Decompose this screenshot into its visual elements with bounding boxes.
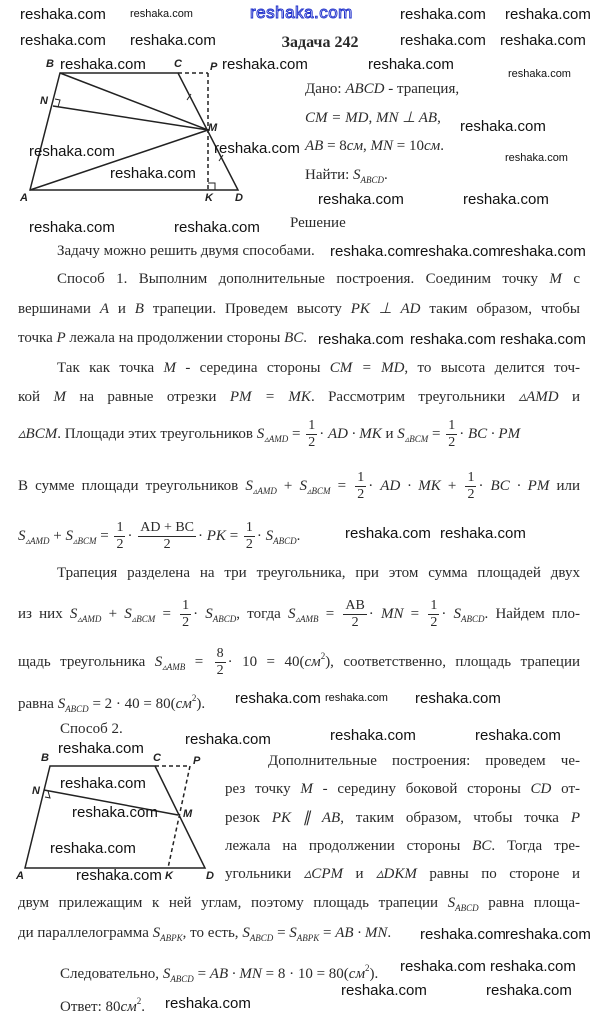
math: B xyxy=(134,301,144,317)
text: . xyxy=(303,330,307,346)
denominator: 2 xyxy=(216,663,224,678)
text: · xyxy=(459,425,469,442)
text: таким образом, чтобы xyxy=(420,301,581,317)
denominator: 2 xyxy=(357,487,365,502)
fraction xyxy=(428,598,439,631)
text-line xyxy=(18,520,300,553)
text: вершинами xyxy=(18,301,100,317)
math: AD · MK xyxy=(328,425,382,442)
math: ▵CPM xyxy=(303,866,343,882)
watermark: reshaka.com xyxy=(400,32,486,49)
text: - трапеция, xyxy=(384,81,460,97)
watermark: reshaka.com xyxy=(72,804,158,821)
text: , xyxy=(363,138,371,154)
watermark: reshaka.com xyxy=(460,118,546,135)
text: . Тогда тре- xyxy=(491,838,580,854)
watermark: reshaka.com xyxy=(345,525,431,542)
label-B: B xyxy=(41,752,49,764)
text: = xyxy=(193,966,210,982)
math: PK ⊥ AD xyxy=(350,301,421,317)
math: PK xyxy=(206,527,226,544)
math: AB · MN xyxy=(335,925,388,941)
text: равны по стороне и xyxy=(416,866,580,882)
text: резок xyxy=(225,810,272,826)
area-symbol: $S_{ABCD}$ xyxy=(447,895,479,913)
text: + xyxy=(440,477,464,494)
subscript: ▵BCM xyxy=(72,535,97,546)
text-line xyxy=(57,270,580,288)
text: = 2 · 40 = 80( xyxy=(88,696,176,712)
text: · xyxy=(127,527,137,544)
label-K: K xyxy=(205,192,213,204)
label-N: N xyxy=(32,785,40,797)
text: В сумме площади треугольников xyxy=(18,477,246,494)
watermark: reshaka.com xyxy=(508,68,571,80)
numerator: 1 xyxy=(245,520,253,535)
text: · xyxy=(198,527,207,544)
text-line xyxy=(57,242,315,260)
math: AB xyxy=(305,138,324,154)
watermark: reshaka.com xyxy=(505,152,568,164)
text: . xyxy=(387,925,392,941)
text-line xyxy=(57,564,580,582)
text: . xyxy=(141,999,145,1015)
math: PM = MK xyxy=(229,389,311,405)
area-symbol: $S_{▵BCM}$ xyxy=(299,477,331,496)
denominator: 2 xyxy=(430,615,438,630)
watermark: reshaka.com xyxy=(505,926,591,943)
denominator: 2 xyxy=(308,435,316,450)
area-symbol: $S_{▵AMD}$ xyxy=(69,605,102,624)
watermark: reshaka.com xyxy=(130,32,216,49)
text: , тогда xyxy=(236,605,288,622)
math: BC xyxy=(472,838,492,854)
watermark: reshaka.com xyxy=(20,6,106,23)
subscript: ▵AMD xyxy=(252,485,277,496)
label-A: A xyxy=(20,192,28,204)
numerator: 1 xyxy=(308,418,316,433)
text: = xyxy=(225,527,242,544)
math: P xyxy=(56,330,66,346)
math: см xyxy=(348,966,366,982)
watermark: reshaka.com xyxy=(420,926,506,943)
text: + xyxy=(49,527,66,544)
math: ▵AMD xyxy=(518,389,559,405)
watermark: reshaka.com xyxy=(214,140,300,157)
fraction xyxy=(215,646,226,679)
find-line xyxy=(305,166,388,189)
watermark: reshaka.com xyxy=(330,243,416,260)
watermark: reshaka.com xyxy=(60,775,146,792)
text: или xyxy=(549,477,580,494)
text: · xyxy=(193,605,206,622)
superscript: 2 xyxy=(320,650,326,661)
numerator: AB xyxy=(345,598,365,613)
area-symbol: $S_{▵AMB}$ xyxy=(287,605,319,624)
fraction xyxy=(355,470,366,503)
text: = xyxy=(319,925,336,941)
text: щадь треугольника xyxy=(18,653,155,670)
subscript: ABCD xyxy=(455,903,479,913)
text: . xyxy=(296,527,301,544)
solution-heading: Решение xyxy=(290,215,346,231)
text: рез точку xyxy=(225,781,301,797)
math: см xyxy=(346,138,364,154)
denominator: 2 xyxy=(116,537,124,552)
text: и xyxy=(558,389,581,405)
label-C: C xyxy=(174,58,182,70)
fraction xyxy=(343,598,366,631)
subscript: ABCD xyxy=(360,175,385,185)
math: см xyxy=(304,653,321,670)
text: - середина стороны xyxy=(176,360,330,376)
text: Трапеция разделена на три треугольника, при этом сумма площадей двух xyxy=(57,565,580,581)
subscript: ▵AMD xyxy=(25,535,50,546)
subscript: ▵AMB xyxy=(162,661,186,672)
text: ), соответственно, площадь трапеции xyxy=(325,653,581,670)
text: ). xyxy=(196,696,206,712)
label-P: P xyxy=(210,61,218,73)
text: Так как точка xyxy=(57,360,164,376)
denominator: 2 xyxy=(467,487,475,502)
math: см xyxy=(424,138,441,154)
watermark: reshaka.com xyxy=(235,690,321,707)
subscript: ABCD xyxy=(249,933,274,943)
text: от- xyxy=(551,781,580,797)
text: , то есть, xyxy=(182,925,243,941)
numerator: 1 xyxy=(116,520,124,535)
text-line xyxy=(225,865,580,883)
math: ABCD xyxy=(345,81,385,97)
label-M: M xyxy=(183,808,193,820)
text: двум прилежащим к ней углам, поэтому площадь трапеции xyxy=(18,895,448,911)
numerator: 1 xyxy=(448,418,456,433)
subscript: ABCD xyxy=(170,974,194,984)
numerator: 8 xyxy=(216,646,224,661)
math: PK ∥ AB xyxy=(271,810,341,826)
text: . Найдем пло- xyxy=(484,605,580,622)
watermark: reshaka.com xyxy=(415,243,501,260)
label-D: D xyxy=(206,870,214,882)
math: ▵DKM xyxy=(376,866,417,882)
subscript: ABPK xyxy=(160,933,183,943)
watermark: reshaka.com xyxy=(29,143,115,160)
math: MN ⊥ AB xyxy=(375,110,438,126)
text: · xyxy=(319,425,328,442)
watermark: reshaka.com xyxy=(110,165,196,182)
area-symbol: $S_{▵BCM}$ xyxy=(124,605,156,624)
subscript: ABCD xyxy=(212,613,237,624)
watermark: reshaka.com xyxy=(440,525,526,542)
label-C: C xyxy=(153,752,161,764)
subscript: ABCD xyxy=(273,535,297,546)
text-line xyxy=(18,470,580,503)
text-line xyxy=(225,780,580,798)
area-symbol: $S_{ABCD}$ xyxy=(205,605,237,624)
watermark: reshaka.com xyxy=(318,191,404,208)
area-symbol: $S_{ABCD}$ xyxy=(162,966,194,984)
text: кой xyxy=(18,389,54,405)
watermark: reshaka.com xyxy=(475,727,561,744)
subscript: ABCD xyxy=(65,704,89,714)
text: Следовательно, xyxy=(60,966,163,982)
area-symbol: $S_{ABCD}$ xyxy=(453,605,485,624)
text: · xyxy=(368,605,381,622)
text: · xyxy=(256,527,266,544)
watermark: reshaka.com xyxy=(165,995,251,1012)
subscript: ▵AMD xyxy=(77,613,102,624)
text-line xyxy=(18,924,391,947)
watermark: reshaka.com xyxy=(486,982,572,999)
math: M xyxy=(300,781,313,797)
subscript: ▵AMB xyxy=(295,613,319,624)
text: · xyxy=(478,477,491,494)
math: CD xyxy=(530,781,552,797)
watermark: reshaka.com xyxy=(500,243,586,260)
area-symbol: $S_{ABPK}$ xyxy=(289,925,320,943)
text-line xyxy=(18,646,580,679)
denominator: 2 xyxy=(163,537,171,552)
area-symbol: $S_{ABCD}$ xyxy=(265,527,297,546)
text: = 8 xyxy=(323,138,347,154)
math: M xyxy=(163,360,176,376)
watermark: reshaka.com xyxy=(50,840,136,857)
math: M xyxy=(549,271,562,287)
text: угольники xyxy=(225,866,304,882)
math: AB · MN xyxy=(209,966,262,982)
subscript: ABPK xyxy=(296,933,320,943)
area-symbol: $S_{ABCD}$ xyxy=(57,696,89,714)
text: = 8 · 10 = 80( xyxy=(261,966,349,982)
numerator: 1 xyxy=(357,470,365,485)
text: и xyxy=(109,301,135,317)
math: BC xyxy=(284,330,304,346)
text: равна xyxy=(18,696,58,712)
text-line xyxy=(18,894,580,917)
watermark: reshaka.com xyxy=(185,731,271,748)
superscript: 2 xyxy=(191,693,197,703)
watermark: reshaka.com xyxy=(368,56,454,73)
label-N: N xyxy=(40,95,48,107)
text: с xyxy=(561,271,580,287)
fraction xyxy=(138,520,196,553)
text: трапеции. Проведем высоту xyxy=(143,301,351,317)
math: см xyxy=(175,696,192,712)
text: Способ 1. Выполним дополнительные построения. Соединим точку xyxy=(57,271,550,287)
subscript: ▵BCM xyxy=(307,485,331,496)
fraction xyxy=(465,470,476,503)
text-line xyxy=(225,809,580,827)
math: CM = MD xyxy=(305,110,369,126)
text: лежала на продолжении стороны xyxy=(225,838,473,854)
denominator: 2 xyxy=(245,537,253,552)
watermark: reshaka.com xyxy=(318,331,404,348)
math: ▵BCM xyxy=(18,425,58,442)
text: = 10 xyxy=(393,138,424,154)
text: равна площа- xyxy=(478,895,580,911)
watermark: reshaka.com xyxy=(490,958,576,975)
math: P xyxy=(570,810,580,826)
area-symbol: $S_{ABCD}$ xyxy=(353,167,385,185)
area-symbol: $S_{ABPK}$ xyxy=(152,925,183,943)
text: = xyxy=(330,477,354,494)
area-symbol: $S_{▵AMD}$ xyxy=(245,477,277,496)
area-symbol: $S_{▵AMD}$ xyxy=(18,527,50,546)
given-line xyxy=(305,80,459,98)
area-symbol: $S_{ABCD}$ xyxy=(242,925,274,943)
math: CM = MD xyxy=(329,360,405,376)
watermark: reshaka.com xyxy=(505,6,591,23)
superscript: 2 xyxy=(365,963,370,973)
numerator: 1 xyxy=(182,598,190,613)
fraction xyxy=(180,598,191,631)
text: ). xyxy=(369,966,379,982)
watermark: reshaka.com xyxy=(222,56,308,73)
fraction xyxy=(306,418,317,451)
text: . xyxy=(384,167,388,183)
math: M xyxy=(53,389,66,405)
given-line xyxy=(305,137,444,155)
math: AD · MK xyxy=(380,477,441,494)
subscript: ABCD xyxy=(461,613,485,624)
numerator: 1 xyxy=(467,470,475,485)
watermark: reshaka.com xyxy=(29,219,115,236)
math: MN xyxy=(380,605,404,622)
text: . Рассмотрим треугольники xyxy=(310,389,519,405)
watermark: reshaka.com xyxy=(58,740,144,757)
watermark: reshaka.com xyxy=(130,8,193,20)
watermark: reshaka.com xyxy=(330,727,416,744)
numerator: AD + BC xyxy=(140,520,195,535)
text: ди параллелограмма xyxy=(18,925,153,941)
text: = xyxy=(428,425,445,442)
text-line xyxy=(18,418,520,451)
text: = xyxy=(96,527,113,544)
text-line xyxy=(268,752,580,770)
given-line xyxy=(305,109,441,127)
text: и xyxy=(342,866,377,882)
text: и xyxy=(381,425,398,442)
text: Дополнительные построения: проведем че- xyxy=(268,753,580,769)
text: Найти: xyxy=(305,167,354,183)
fraction xyxy=(446,418,457,451)
text: Способ 2. xyxy=(60,721,123,737)
text: = xyxy=(403,605,427,622)
denominator: 2 xyxy=(448,435,456,450)
text: · xyxy=(441,605,454,622)
math: BC · PM xyxy=(490,477,550,494)
numerator: 1 xyxy=(430,598,438,613)
label-K: K xyxy=(165,870,173,882)
watermark: reshaka.com xyxy=(500,32,586,49)
text: Задачу можно решить двумя способами. xyxy=(57,243,315,259)
method2-heading xyxy=(60,720,123,738)
watermark: reshaka.com xyxy=(500,331,586,348)
text: = xyxy=(185,653,213,670)
text: + xyxy=(101,605,125,622)
text: лежала на продолжении стороны xyxy=(65,330,285,346)
watermark: reshaka.com xyxy=(463,191,549,208)
label-D: D xyxy=(235,192,243,204)
text: = xyxy=(273,925,290,941)
area-symbol: $S_{▵BCM}$ xyxy=(65,527,97,546)
area-symbol: $S_{▵BCM}$ xyxy=(397,425,429,444)
text-line xyxy=(60,959,378,988)
text: из них xyxy=(18,605,70,622)
area-symbol: $S_{▵AMD}$ xyxy=(256,425,289,444)
math: A xyxy=(99,301,109,317)
text-line xyxy=(18,329,307,347)
subscript: ▵BCM xyxy=(131,613,156,624)
denominator: 2 xyxy=(351,615,359,630)
label-B: B xyxy=(46,58,54,70)
text: Дано: xyxy=(305,81,346,97)
text-line xyxy=(18,388,580,406)
watermark: reshaka.com xyxy=(20,32,106,49)
label-M: M xyxy=(208,122,218,134)
watermark: reshaka.com xyxy=(410,331,496,348)
text: = xyxy=(155,605,179,622)
text: , xyxy=(437,110,441,126)
text: . xyxy=(440,138,444,154)
watermark: reshaka.com xyxy=(174,219,260,236)
text-line xyxy=(18,598,580,631)
watermark: reshaka.com xyxy=(76,867,162,884)
watermark: reshaka.com xyxy=(400,958,486,975)
watermark: reshaka.com xyxy=(415,690,501,707)
text: - середину боковой стороны xyxy=(312,781,531,797)
text: Ответ: 80 xyxy=(60,999,121,1015)
text: + xyxy=(276,477,300,494)
text: . Площади этих треугольников xyxy=(57,425,257,442)
text-line xyxy=(57,359,580,377)
site-header-logo: reshaka.com xyxy=(250,3,353,22)
superscript: 2 xyxy=(136,996,142,1006)
text: = xyxy=(288,425,305,442)
denominator: 2 xyxy=(182,615,190,630)
watermark: reshaka.com xyxy=(325,692,388,704)
subscript: ▵BCM xyxy=(404,433,429,444)
watermark: reshaka.com xyxy=(400,6,486,23)
text: , таким образом, чтобы точка xyxy=(340,810,571,826)
text: точка xyxy=(18,330,57,346)
watermark: reshaka.com xyxy=(60,56,146,73)
text: = xyxy=(318,605,342,622)
text-line xyxy=(225,837,580,855)
area-symbol: $S_{▵AMB}$ xyxy=(154,653,186,672)
watermark: reshaka.com xyxy=(341,982,427,999)
text-line xyxy=(18,689,205,718)
answer-line xyxy=(60,992,145,1016)
math: BC · PM xyxy=(468,425,521,442)
math: см xyxy=(120,999,137,1015)
text: , xyxy=(368,110,376,126)
text: , то высота делится точ- xyxy=(404,360,581,376)
subscript: ▵AMD xyxy=(264,433,289,444)
problem-title: Задача 242 xyxy=(281,34,359,51)
math: MN xyxy=(370,138,394,154)
label-P: P xyxy=(193,755,201,767)
text-line xyxy=(18,300,580,318)
fraction xyxy=(244,520,255,553)
text: · 10 = 40( xyxy=(227,653,305,670)
text: · xyxy=(368,477,381,494)
text: на равные отрезки xyxy=(65,389,230,405)
fraction xyxy=(114,520,125,553)
label-A: A xyxy=(16,870,24,882)
